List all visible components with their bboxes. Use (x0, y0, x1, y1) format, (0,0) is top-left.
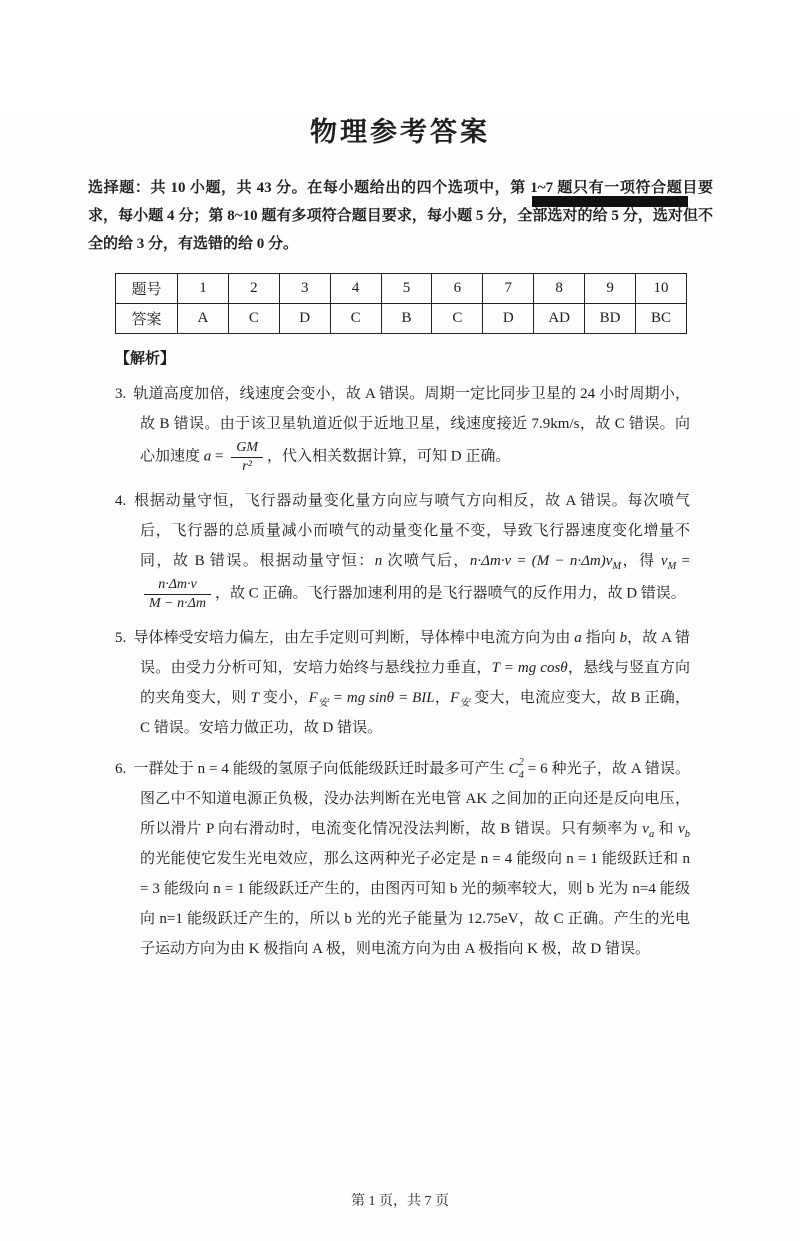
analysis-item-3 (115, 379, 690, 475)
page-title: 物理参考答案 (310, 117, 490, 147)
math-variable: a (203, 448, 212, 465)
item-text: ，故 A 错误。由受力分析可知，安培力始终与悬线拉力垂直， (140, 630, 690, 676)
fraction-numerator: n·Δm·v (158, 577, 197, 592)
answer-cell: BC (636, 304, 687, 334)
question-number-cell: 10 (636, 274, 687, 304)
item-text: 轨道高度加倍，线速度会变小，故 A 错误。周期一定比同步卫星的 24 小时周期小，故 B 错误。由于该卫星轨道近似于近地卫星，线速度接近 7.9km/s，故 C 错误。向心加速度 (133, 386, 690, 465)
math-variable: a (574, 630, 582, 646)
question-number-cell: 4 (330, 274, 381, 304)
answer-cell: C (432, 304, 483, 334)
math-expression: n·Δm·v = (M − n·Δm)v (469, 553, 613, 569)
item-text: ，故 C 正确。飞行器加速利用的是飞行器喷气的反作用力，故 D 错误。 (214, 585, 686, 602)
question-number-cell: 8 (534, 274, 585, 304)
math-subscript: M (612, 561, 622, 572)
instructions-paragraph: 选择题：共 10 小题，共 43 分。在每小题给出的四个选项中，第 1~7 题只有一项符合题目要求，每小题 4 分；第 8~10 题有多项符合题目要求，每小题 5 分，全部选对的给 5 分，选对但不全的给 3 分，有选错的给 0 分。 (88, 180, 713, 252)
analysis-heading: 【解析】 (115, 351, 176, 367)
item-text: 变大，电流应变大，故 B 正确，C 错误。安培力做正功，故 D 错误。 (140, 690, 690, 736)
question-number-cell: 1 (178, 274, 229, 304)
answer-table (115, 273, 687, 334)
page-footer: 第 1 页，共 7 页 (351, 1194, 449, 1209)
math-variable: T (250, 690, 259, 706)
question-number-cell: 7 (483, 274, 534, 304)
combination-base: C (508, 761, 519, 777)
item-text: 指向 (581, 630, 620, 646)
math-expression: = mg sinθ = BIL (328, 690, 435, 706)
answer-cell: AD (534, 304, 585, 334)
item-text: 导体棒受安培力偏左，由左手定则可判断，导体棒中电流方向为由 (133, 630, 575, 646)
item-text: 一群处于 n = 4 能级的氢原子向低能级跃迁时最多可产生 (133, 761, 509, 777)
combination-subscript: 4 (518, 769, 524, 781)
math-subscript: a (648, 829, 655, 840)
answer-cell: C (330, 304, 381, 334)
answer-cell: D (483, 304, 534, 334)
math-variable: n (374, 553, 383, 569)
question-number-cell: 5 (381, 274, 432, 304)
math-variable: F (450, 690, 460, 706)
question-number-cell: 6 (432, 274, 483, 304)
math-subscript: 安 (317, 698, 329, 709)
item-text: 和 (654, 821, 679, 837)
item-text: = 6 种光子，故 A 错误。图乙中不知道电源正负极，没办法判断在光电管 AK 之间加的正向还是反向电压，所以滑片 P 向右滑动时，电流变化情况没法判断，故 B 错误。只有频率为 (140, 761, 691, 837)
answer-label: 答案 (116, 304, 178, 334)
analysis-item-6 (115, 754, 690, 964)
question-number-cell: 2 (228, 274, 279, 304)
analysis-item-4 (115, 486, 690, 612)
item-text: ，悬线与竖直方向的夹角变大，则 (140, 660, 690, 706)
math-subscript: b (684, 829, 690, 840)
math-variable: v (642, 821, 649, 837)
question-number-row (116, 274, 687, 304)
math-subscript: M (667, 561, 677, 572)
answer-cell: B (381, 304, 432, 334)
math-equals: = (676, 553, 690, 569)
answer-cell: D (279, 304, 330, 334)
question-number-cell: 9 (585, 274, 636, 304)
analysis-items (115, 379, 690, 964)
item-text: 的光能使它发生光电效应，那么这两种光子必定是 n = 4 能级向 n = 1 能级跃迁和 n = 3 能级向 n = 1 能级跃迁产生的，由图丙可知 b 光的频率较大，则 b 光为 n=4 能级向 n=1 能级跃迁产生的，所以 b 光的光子能量为 12.75eV，故 C 正确。产生的光电子运动方向为由 K 极指向 A 极，则电流方向为由 A 极指向 K 极，故 D 错误。 (140, 851, 690, 957)
math-variable: v (660, 553, 668, 569)
item-text: ， (434, 690, 451, 706)
fraction-denominator: M − n·Δm (144, 594, 211, 613)
fraction (144, 576, 211, 612)
item-number: 4. (115, 493, 127, 509)
answer-cell: BD (585, 304, 636, 334)
question-number-label: 题号 (116, 274, 178, 304)
answer-cell: A (178, 304, 229, 334)
answer-row (116, 304, 687, 334)
item-text: 根据动量守恒，飞行器动量变化量方向应与喷气方向相反，故 A 错误。每次喷气后，飞行器的总质量减小而喷气的动量变化量不变，导致飞行器速度变化增量不同，故 B 错误。根据动量守恒： (133, 493, 690, 569)
math-variable: v (678, 821, 685, 837)
math-variable: b (619, 630, 628, 646)
decorative-bar (532, 196, 688, 207)
fraction-denominator: r² (231, 457, 263, 476)
item-number: 3. (115, 386, 127, 402)
math-subscript: 安 (459, 698, 471, 709)
item-text: 次喷气后， (382, 553, 470, 569)
item-text: ，得 (621, 553, 661, 569)
math-variable: F (308, 690, 318, 706)
fraction (231, 439, 263, 475)
math-expression: T = mg cosθ (491, 660, 568, 676)
question-number-cell: 3 (279, 274, 330, 304)
item-text: ，代入相关数据计算，可知 D 正确。 (267, 448, 511, 465)
document-page (0, 110, 800, 1209)
fraction-numerator: GM (236, 440, 259, 455)
analysis-item-5 (115, 623, 690, 743)
answer-cell: C (228, 304, 279, 334)
item-number: 5. (115, 630, 127, 646)
combination-superscript: 2 (518, 756, 524, 768)
math-equals: = (211, 448, 228, 465)
item-number: 6. (115, 761, 127, 777)
item-text: 变小， (258, 690, 309, 706)
